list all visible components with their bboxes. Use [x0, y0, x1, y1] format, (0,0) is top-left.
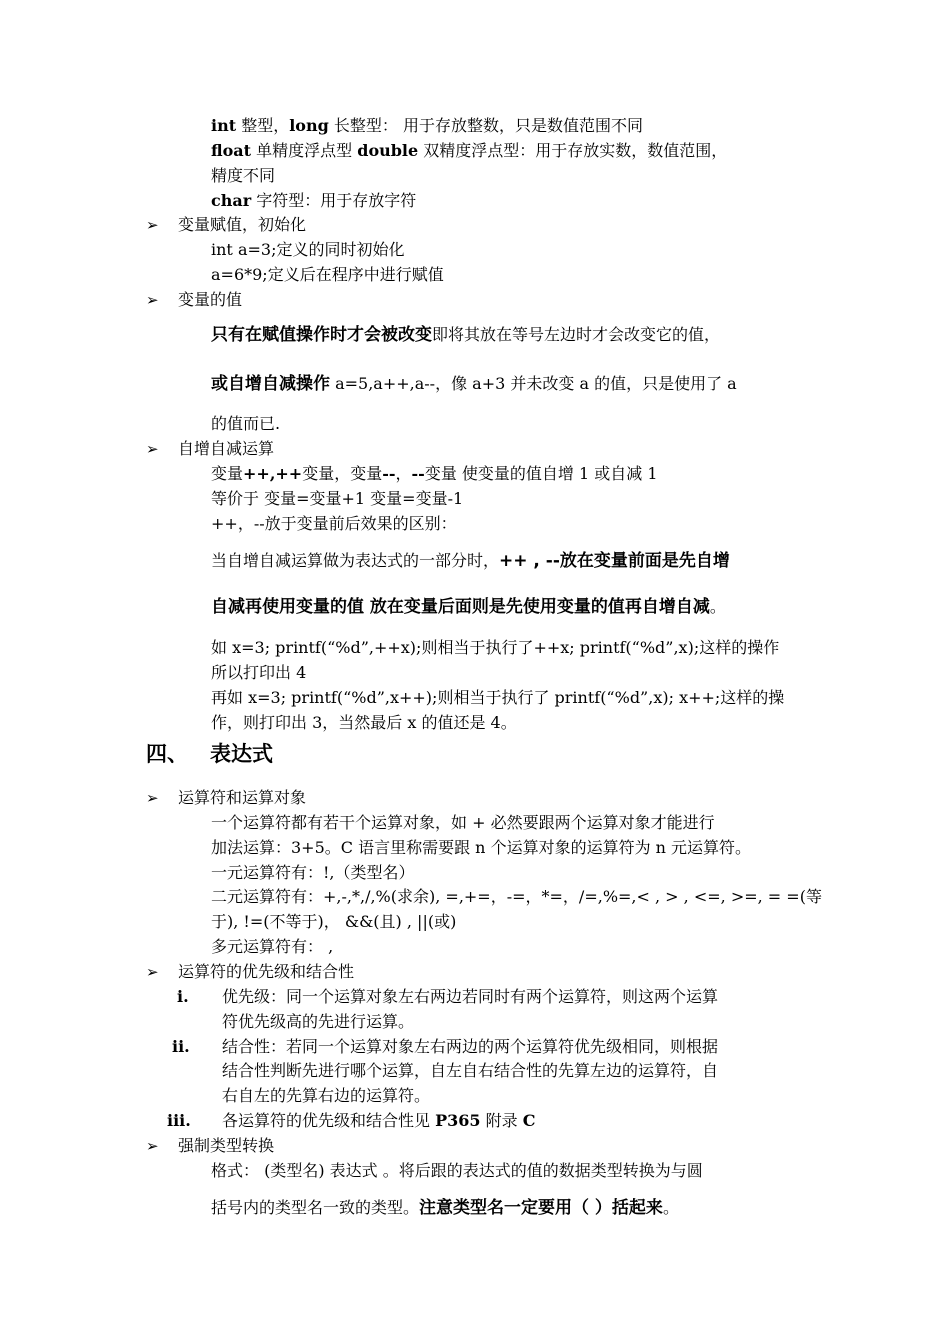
precedence-iii-line: 各运算符的优先级和结合性见 P365 附录 C — [222, 1111, 536, 1130]
bullet-arrow-icon: ➢ — [146, 963, 159, 981]
list-label-i: i. — [177, 987, 189, 1006]
type-int-long-line: int 整型，long 长整型： 用于存放整数，只是数值范围不同 — [211, 116, 643, 135]
section-heading — [146, 740, 273, 768]
value-line-2: 或自增自减操作 a=5,a++,a--，像 a+3 并未改变 a 的值，只是使用了 a — [211, 374, 737, 394]
incdec-line-3: ++，--放于变量前后效果的区别： — [211, 514, 457, 533]
incdec-line-1: 变量++,++变量，变量--，--变量 使变量的值自增 1 或自减 1 — [211, 464, 658, 483]
precedence-i-line-1: 优先级：同一个运算对象左右两边若同时有两个运算符，则这两个运算 — [222, 987, 719, 1006]
operators-line-4: 二元运算符有：+,-,*,/,%(求余), =,+=，-=，*=，/=,%=,< , > , <=, >=, = =(等 — [211, 887, 822, 906]
incdec-line-5: 自减再使用变量的值 放在变量后面则是先使用变量的值再自增自减。 — [211, 597, 726, 617]
cast-title: 强制类型转换 — [178, 1136, 275, 1155]
incdec-line-2: 等价于 变量=变量+1 变量=变量-1 — [211, 489, 464, 508]
bullet-arrow-icon: ➢ — [146, 789, 159, 807]
assign-line-2: a=6*9;定义后在程序中进行赋值 — [211, 265, 444, 284]
value-line-1: 只有在赋值操作时才会被改变即将其放在等号左边时才会改变它的值， — [211, 325, 721, 345]
operators-line-1: 一个运算符都有若干个运算对象，如 + 必然要跟两个运算对象才能进行 — [211, 813, 715, 832]
incdec-line-7: 所以打印出 4 — [211, 663, 307, 682]
precedence-i-line-2: 符优先级高的先进行运算。 — [222, 1012, 415, 1031]
operators-line-2: 加法运算：3+5。C 语言里称需要跟 n 个运算对象的运算符为 n 元运算符。 — [211, 838, 752, 857]
bullet-arrow-icon: ➢ — [146, 216, 159, 234]
operators-line-5: 于), !=(不等于)， &&(且) , ||(或) — [211, 912, 457, 931]
incdec-line-8: 再如 x=3; printf(“%d”,x++);则相当于执行了 printf(“%d”,x); x++;这样的操 — [211, 688, 785, 707]
incdec-line-9: 作，则打印出 3，当然最后 x 的值还是 4。 — [211, 713, 517, 732]
incdec-title: 自增自减运算 — [178, 439, 275, 458]
cast-line-1: 格式： (类型名) 表达式 。将后跟的表达式的值的数据类型转换为与圆 — [211, 1161, 703, 1180]
assign-title: 变量赋值，初始化 — [178, 215, 307, 234]
bullet-arrow-icon: ➢ — [146, 1137, 159, 1155]
precedence-ii-line-2: 结合性判断先进行哪个运算，自左自右结合性的先算左边的运算符，自 — [222, 1061, 719, 1080]
precedence-ii-line-3: 右自左的先算右边的运算符。 — [222, 1086, 431, 1105]
section-title: 表达式 — [210, 742, 273, 766]
type-char-line: char 字符型：用于存放字符 — [211, 191, 417, 210]
operators-line-6: 多元运算符有： , — [211, 937, 334, 956]
value-title: 变量的值 — [178, 290, 243, 309]
incdec-line-4: 当自增自减运算做为表达式的一部分时，++ , --放在变量前面是先自增 — [211, 551, 730, 571]
operators-line-3: 一元运算符有：!,（类型名） — [211, 863, 415, 882]
bullet-arrow-icon: ➢ — [146, 291, 159, 309]
incdec-line-6: 如 x=3; printf(“%d”,++x);则相当于执行了++x; printf(“%d”,x);这样的操作 — [211, 638, 780, 657]
value-line-3: 的值而已. — [211, 414, 281, 433]
assign-line-1: int a=3;定义的同时初始化 — [211, 240, 405, 259]
type-float-continued: 精度不同 — [211, 166, 276, 185]
operators-title: 运算符和运算对象 — [178, 788, 307, 807]
list-label-iii: iii. — [167, 1111, 191, 1130]
section-number: 四、 — [146, 742, 188, 766]
list-label-ii: ii. — [172, 1037, 190, 1056]
type-float-double-line: float 单精度浮点型 double 双精度浮点型：用于存放实数，数值范围， — [211, 141, 728, 160]
precedence-ii-line-1: 结合性：若同一个运算对象左右两边的两个运算符优先级相同，则根据 — [222, 1037, 719, 1056]
cast-line-2: 括号内的类型名一致的类型。注意类型名一定要用（ ）括起来。 — [211, 1198, 679, 1218]
precedence-title: 运算符的优先级和结合性 — [178, 962, 355, 981]
bullet-arrow-icon: ➢ — [146, 440, 159, 458]
